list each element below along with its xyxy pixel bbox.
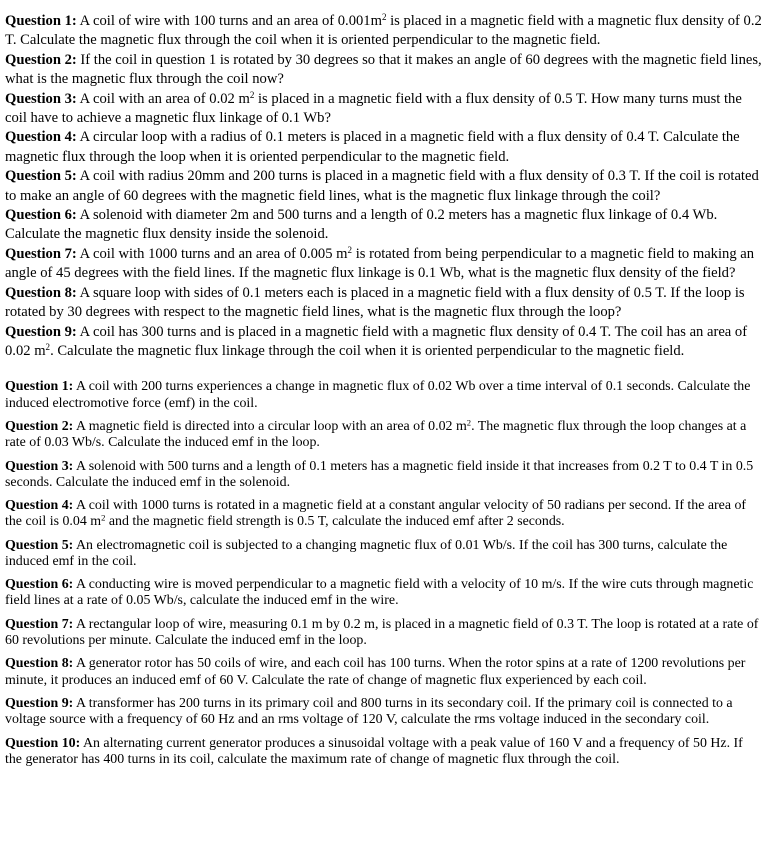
question-text: A coil with 1000 turns and an area of 0.005 $m^2$ is rotated from being perpendicular to a magnetic field to making an angle of 45 degrees with the field lines. If the magnetic flux linkage is 0.1 Wb, what is the magnetic flux density of the field? — [5, 244, 755, 282]
question-label: Question 4: — [5, 498, 74, 514]
question-text: A coil with 1000 turns is rotated in a magnetic field at a constant angular velocity of 50 radians per second. If the area of the coil is 0.04 $m^2$ and the magnetic field strength is 0.5 T, calculate the induced emf after 2 seconds. — [5, 498, 747, 530]
question-label: Question 9: — [5, 696, 74, 712]
question-label: Question 4: — [5, 129, 77, 146]
question-text: A coil has 300 turns and is placed in a magnetic field with a magnetic flux density of 0.4 T. The coil has an area of 0.02 $m^2$. Calculate the magnetic flux linkage through the coil when it is oriented perpendicular to the magnetic field. — [5, 323, 748, 359]
question-item — [5, 656, 762, 688]
question-label: Question 3: — [5, 90, 77, 107]
question-text: A conducting wire is moved perpendicular to a magnetic field with a velocity of 10 m/s. If the wire cuts through magnetic field lines at a rate of 0.05 Wb/s, calculate the induced emf in the wire. — [5, 577, 754, 609]
question-label: Question 6: — [5, 207, 77, 224]
question-text: If the coil in question 1 is rotated by 30 degrees so that it makes an angle of 60 degrees with the magnetic field lines, what is the magnetic flux through the coil now? — [5, 51, 762, 88]
question-text: A coil with 200 turns experiences a change in magnetic flux of 0.02 Wb over a time interval of 0.1 seconds. Calculate the induced electromotive force (emf) in the coil. — [5, 379, 751, 411]
question-text: A rectangular loop of wire, measuring 0.1 m by 0.2 m, is placed in a magnetic field of 0.3 T. The loop is rotated at a rate of 60 revolutions per minute. Calculate the induced emf in the loop. — [5, 616, 759, 649]
question-item — [5, 577, 762, 609]
question-text: A transformer has 200 turns in its primary coil and 800 turns in its secondary coil. If the primary coil is connected to a voltage source with a frequency of 60 Hz and an rms voltage of 120 V, calculate the rms voltage induced in the secondary coil. — [5, 696, 733, 728]
question-label: Question 5: — [5, 168, 77, 185]
question-label: Question 2: — [5, 51, 77, 68]
question-text: A solenoid with 500 turns and a length of 0.1 meters has a magnetic field inside it that increases from 0.2 T to 0.4 T in 0.5 seconds. Calculate the induced emf in the solenoid. — [5, 458, 754, 490]
question-item — [5, 12, 762, 51]
question-item — [5, 696, 762, 728]
question-item — [5, 498, 762, 530]
question-label: Question 8: — [5, 656, 74, 672]
question-item — [5, 538, 762, 570]
question-item — [5, 284, 762, 323]
question-label: Question 6: — [5, 577, 74, 593]
question-text: A coil with an area of 0.02 $m^2$ is placed in a magnetic field with a flux density of 0.5 T. How many turns must the coil have to achieve a magnetic flux linkage of 0.1 Wb? — [5, 89, 742, 127]
question-label: Question 7: — [5, 616, 74, 632]
question-label: Question 1: — [5, 13, 77, 29]
question-label: Question 9: — [5, 323, 77, 340]
question-text: A solenoid with diameter 2m and 500 turns and a length of 0.2 meters has a magnetic flux linkage of 0.4 Wb. Calculate the magnetic flux density inside the solenoid. — [5, 207, 718, 243]
question-item — [5, 51, 762, 90]
question-item — [5, 90, 762, 129]
question-label: Question 1: — [5, 379, 74, 395]
question-item — [5, 379, 762, 411]
question-set-induced-emf — [5, 379, 762, 768]
question-item — [5, 419, 762, 451]
question-item — [5, 206, 762, 245]
question-item — [5, 617, 762, 649]
question-text: A magnetic field is directed into a circular loop with an area of 0.02 $m^2$. The magnetic flux through the loop changes at a rate of 0.03 Wb/s. Calculate the induced emf in the loop. — [5, 417, 747, 451]
question-label: Question 7: — [5, 245, 77, 262]
question-item — [5, 128, 762, 167]
question-label: Question 10: — [5, 735, 81, 751]
question-text: An alternating current generator produces a sinusoidal voltage with a peak value of 160 V and a frequency of 50 Hz. If the generator has 400 turns in its coil, calculate the maximum rate of change of magnetic flux through the coil. — [5, 735, 743, 767]
question-item — [5, 167, 762, 206]
question-label: Question 2: — [5, 418, 74, 434]
question-item — [5, 323, 762, 362]
question-item — [5, 736, 762, 768]
question-text: A circular loop with a radius of 0.1 meters is placed in a magnetic field with a flux density of 0.4 T. Calculate the magnetic flux through the loop when it is oriented perpendicular to the magnetic field. — [5, 129, 740, 165]
question-label: Question 8: — [5, 284, 77, 301]
question-item — [5, 245, 762, 284]
question-label: Question 5: — [5, 537, 74, 553]
question-item — [5, 459, 762, 491]
question-text: A square loop with sides of 0.1 meters each is placed in a magnetic field with a flux density of 0.5 T. If the loop is rotated by 30 degrees with respect to the magnetic field lines, what is the magnetic flux through the loop? — [5, 284, 745, 321]
question-set-magnetic-flux — [5, 12, 762, 361]
question-text: A coil with radius 20mm and 200 turns is placed in a magnetic field with a flux density of 0.3 T. If the coil is rotated to make an angle of 60 degrees with the magnetic field lines, what is the magnetic flux linkage through the coil? — [5, 168, 759, 204]
question-text: A coil of wire with 100 turns and an area of $0.001m^2$ is placed in a magnetic field with a magnetic flux density of 0.2 T. Calculate the magnetic flux through the coil when it is oriented perpendicular to the magnetic field. — [5, 12, 762, 49]
question-text: A generator rotor has 50 coils of wire, and each coil has 100 turns. When the rotor spins at a rate of 1200 revolutions per minute, it produces an induced emf of 60 V. Calculate the rate of change of magnetic flux experienced by each coil. — [5, 656, 746, 688]
question-label: Question 3: — [5, 458, 74, 474]
question-text: An electromagnetic coil is subjected to a changing magnetic flux of 0.01 Wb/s. If the coil has 300 turns, calculate the induced emf in the coil. — [5, 537, 728, 569]
